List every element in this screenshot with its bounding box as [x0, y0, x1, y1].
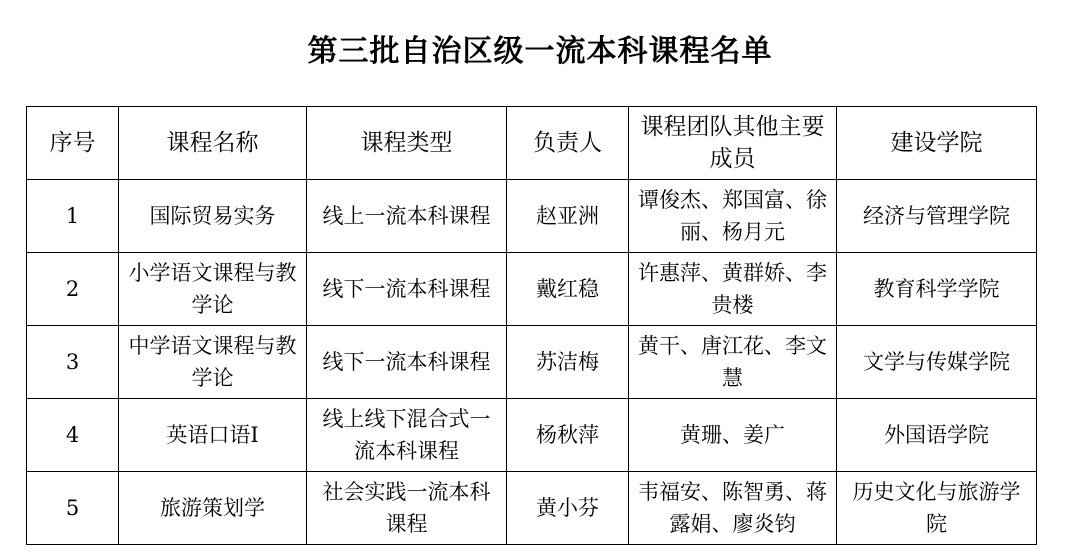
- header-team-members: 课程团队其他主要成员: [629, 107, 837, 180]
- cell-course-type: 线上线下混合式一流本科课程: [307, 399, 507, 472]
- cell-team-members: 许惠萍、黄群娇、李贵楼: [629, 253, 837, 326]
- cell-no: 5: [27, 472, 119, 545]
- cell-lead: 戴红稳: [507, 253, 629, 326]
- cell-school: 历史文化与旅游学院: [837, 472, 1037, 545]
- cell-school: 经济与管理学院: [837, 180, 1037, 253]
- cell-course-name: 小学语文课程与教学论: [119, 253, 307, 326]
- cell-course-type: 线下一流本科课程: [307, 326, 507, 399]
- cell-course-type: 线下一流本科课程: [307, 253, 507, 326]
- table-row: [27, 472, 1037, 545]
- cell-team-members: 谭俊杰、郑国富、徐丽、杨月元: [629, 180, 837, 253]
- cell-course-name: 旅游策划学: [119, 472, 307, 545]
- cell-team-members: 黄珊、姜广: [629, 399, 837, 472]
- cell-lead: 苏洁梅: [507, 326, 629, 399]
- table-row: [27, 253, 1037, 326]
- cell-lead: 杨秋萍: [507, 399, 629, 472]
- cell-lead: 黄小芬: [507, 472, 629, 545]
- table-row: [27, 399, 1037, 472]
- course-list-table: [26, 106, 1037, 545]
- cell-no: 4: [27, 399, 119, 472]
- header-lead: 负责人: [507, 107, 629, 180]
- cell-team-members: 黄干、唐江花、李文慧: [629, 326, 837, 399]
- header-school: 建设学院: [837, 107, 1037, 180]
- cell-school: 教育科学学院: [837, 253, 1037, 326]
- header-course-type: 课程类型: [307, 107, 507, 180]
- table-header-row: [27, 107, 1037, 180]
- header-course-name: 课程名称: [119, 107, 307, 180]
- table-row: [27, 326, 1037, 399]
- cell-no: 1: [27, 180, 119, 253]
- cell-course-type: 社会实践一流本科课程: [307, 472, 507, 545]
- cell-course-name: 中学语文课程与教学论: [119, 326, 307, 399]
- cell-school: 外国语学院: [837, 399, 1037, 472]
- table-row: [27, 180, 1037, 253]
- header-no: 序号: [27, 107, 119, 180]
- cell-course-name: 英语口语Ⅰ: [119, 399, 307, 472]
- document-title: 第三批自治区级一流本科课程名单: [307, 34, 773, 69]
- cell-school: 文学与传媒学院: [837, 326, 1037, 399]
- cell-lead: 赵亚洲: [507, 180, 629, 253]
- cell-course-name: 国际贸易实务: [119, 180, 307, 253]
- cell-course-type: 线上一流本科课程: [307, 180, 507, 253]
- cell-no: 2: [27, 253, 119, 326]
- cell-team-members: 韦福安、陈智勇、蒋露娟、廖炎钧: [629, 472, 837, 545]
- cell-no: 3: [27, 326, 119, 399]
